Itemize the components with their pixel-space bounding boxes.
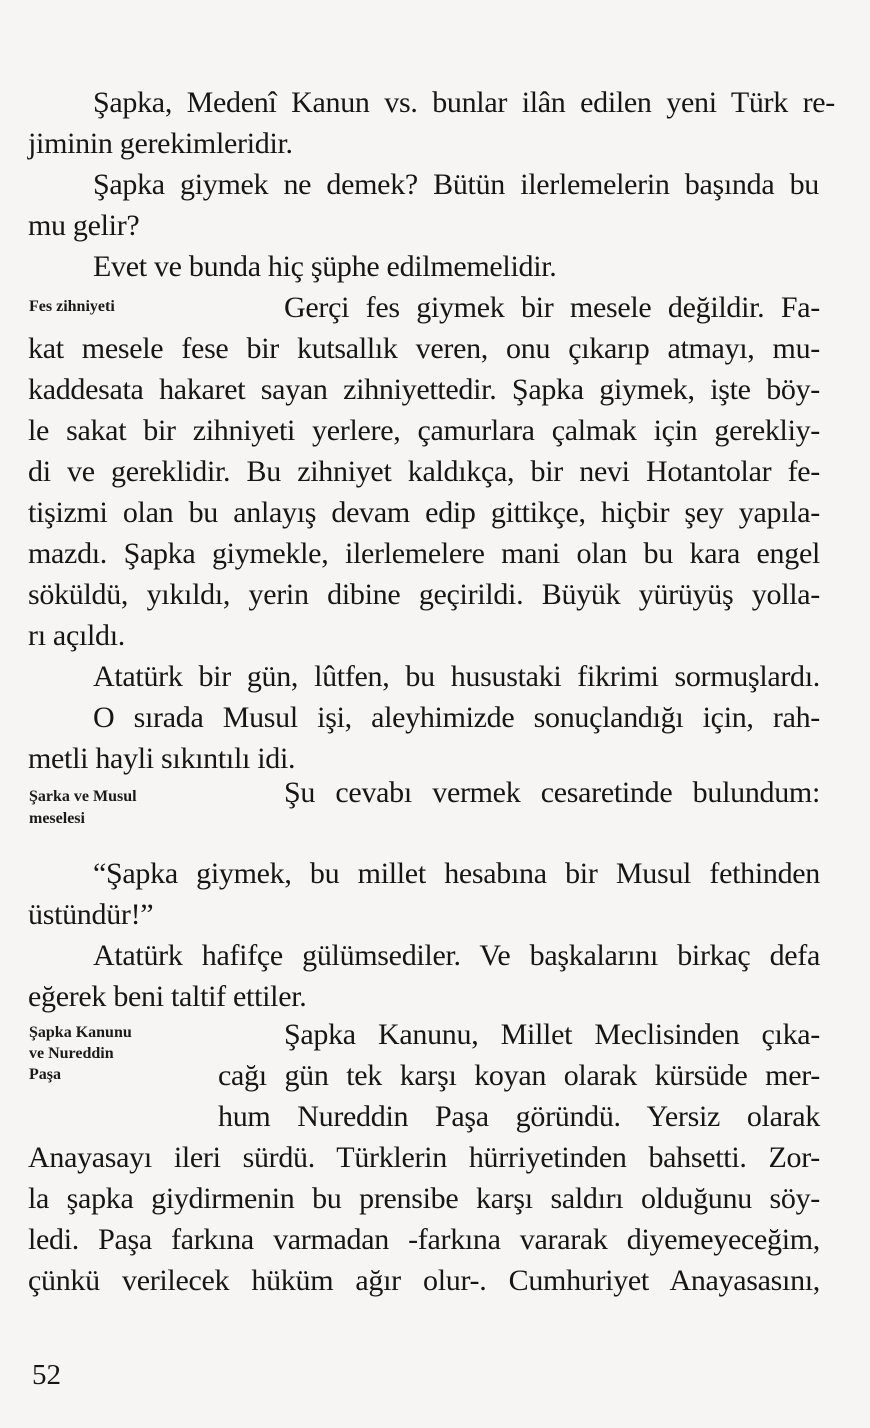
text-line: Evet ve bunda hiç şüphe edilmemelidir. xyxy=(93,250,557,283)
text-line: hum Nureddin Paşa göründü. Yersiz olarak xyxy=(218,1100,820,1133)
text-line: tişizmi olan bu anlayış devam edip gittikçe, hiçbir şey yapıla- xyxy=(28,496,820,529)
text-line: mu gelir? xyxy=(28,209,140,242)
text-line: Şapka Kanunu, Millet Meclisinden çıka- xyxy=(284,1018,820,1051)
text-line: mazdı. Şapka giymekle, ilerlemelere mani olan bu kara engel xyxy=(28,537,820,570)
text-line: O sırada Musul işi, aleyhimizde sonuçlandığı için, rah- xyxy=(93,701,820,734)
margin-note-line: meselesi xyxy=(29,810,85,827)
text-line: Anayasayı ileri sürdü. Türklerin hürriyetinden bahsetti. Zor- xyxy=(28,1141,820,1174)
margin-note-line: Şapka Kanunu xyxy=(29,1024,132,1041)
margin-note-fes-zihniyeti xyxy=(29,296,115,318)
margin-note-sapka-kanunu xyxy=(29,1022,132,1085)
text-line: Gerçi fes giymek bir mesele değildir. Fa- xyxy=(284,291,820,324)
text-line: çünkü verilecek hüküm ağır olur-. Cumhuriyet Anayasasını, xyxy=(28,1264,820,1297)
text-line: Atatürk bir gün, lûtfen, bu husustaki fikrimi sormuşlardı. xyxy=(93,660,820,693)
margin-note-line: Fes zihniyeti xyxy=(29,298,115,315)
text-line: söküldü, yıkıldı, yerin dibine geçirildi. Büyük yürüyüş yolla- xyxy=(28,578,820,611)
page-number: 52 xyxy=(32,1359,61,1391)
text-line: eğerek beni taltif ettiler. xyxy=(28,980,307,1013)
text-line: kaddesata hakaret sayan zihniyettedir. Şapka giymek, işte böy- xyxy=(28,373,820,406)
margin-note-line: Paşa xyxy=(29,1066,61,1083)
text-line: rı açıldı. xyxy=(28,619,125,652)
text-line: Atatürk hafifçe gülümsediler. Ve başkalarını birkaç defa xyxy=(93,939,820,972)
text-line: metli hayli sıkıntılı idi. xyxy=(28,742,296,775)
text-line: kat mesele fese bir kutsallık veren, onu çıkarıp atmayı, mu- xyxy=(28,332,820,365)
text-line: Şapka giymek ne demek? Bütün ilerlemelerin başında bu xyxy=(93,168,819,201)
text-line: di ve gereklidir. Bu zihniyet kaldıkça, bir nevi Hotantolar fe- xyxy=(28,455,820,488)
margin-note-line: Şarka ve Musul xyxy=(29,788,137,805)
text-line: cağı gün tek karşı koyan olarak kürsüde mer- xyxy=(218,1059,820,1092)
text-line: la şapka giydirmenin bu prensibe karşı saldırı olduğunu söy- xyxy=(28,1182,820,1215)
text-line: Şapka, Medenî Kanun vs. bunlar ilân edilen yeni Türk re- xyxy=(93,86,835,119)
margin-note-line: ve Nureddin xyxy=(29,1045,114,1062)
text-line: “Şapka giymek, bu millet hesabına bir Musul fethinden xyxy=(93,857,820,890)
text-line: ledi. Paşa farkına varmadan -farkına vararak diyemeyeceğim, xyxy=(28,1223,820,1256)
text-line: üstündür!” xyxy=(28,898,154,931)
text-line: jiminin gerekimleridir. xyxy=(28,127,293,160)
text-line: Şu cevabı vermek cesaretinde bulundum: xyxy=(284,776,820,809)
text-line: le sakat bir zihniyeti yerlere, çamurlara çalmak için gerekliy- xyxy=(28,414,820,447)
margin-note-musul xyxy=(29,786,137,830)
